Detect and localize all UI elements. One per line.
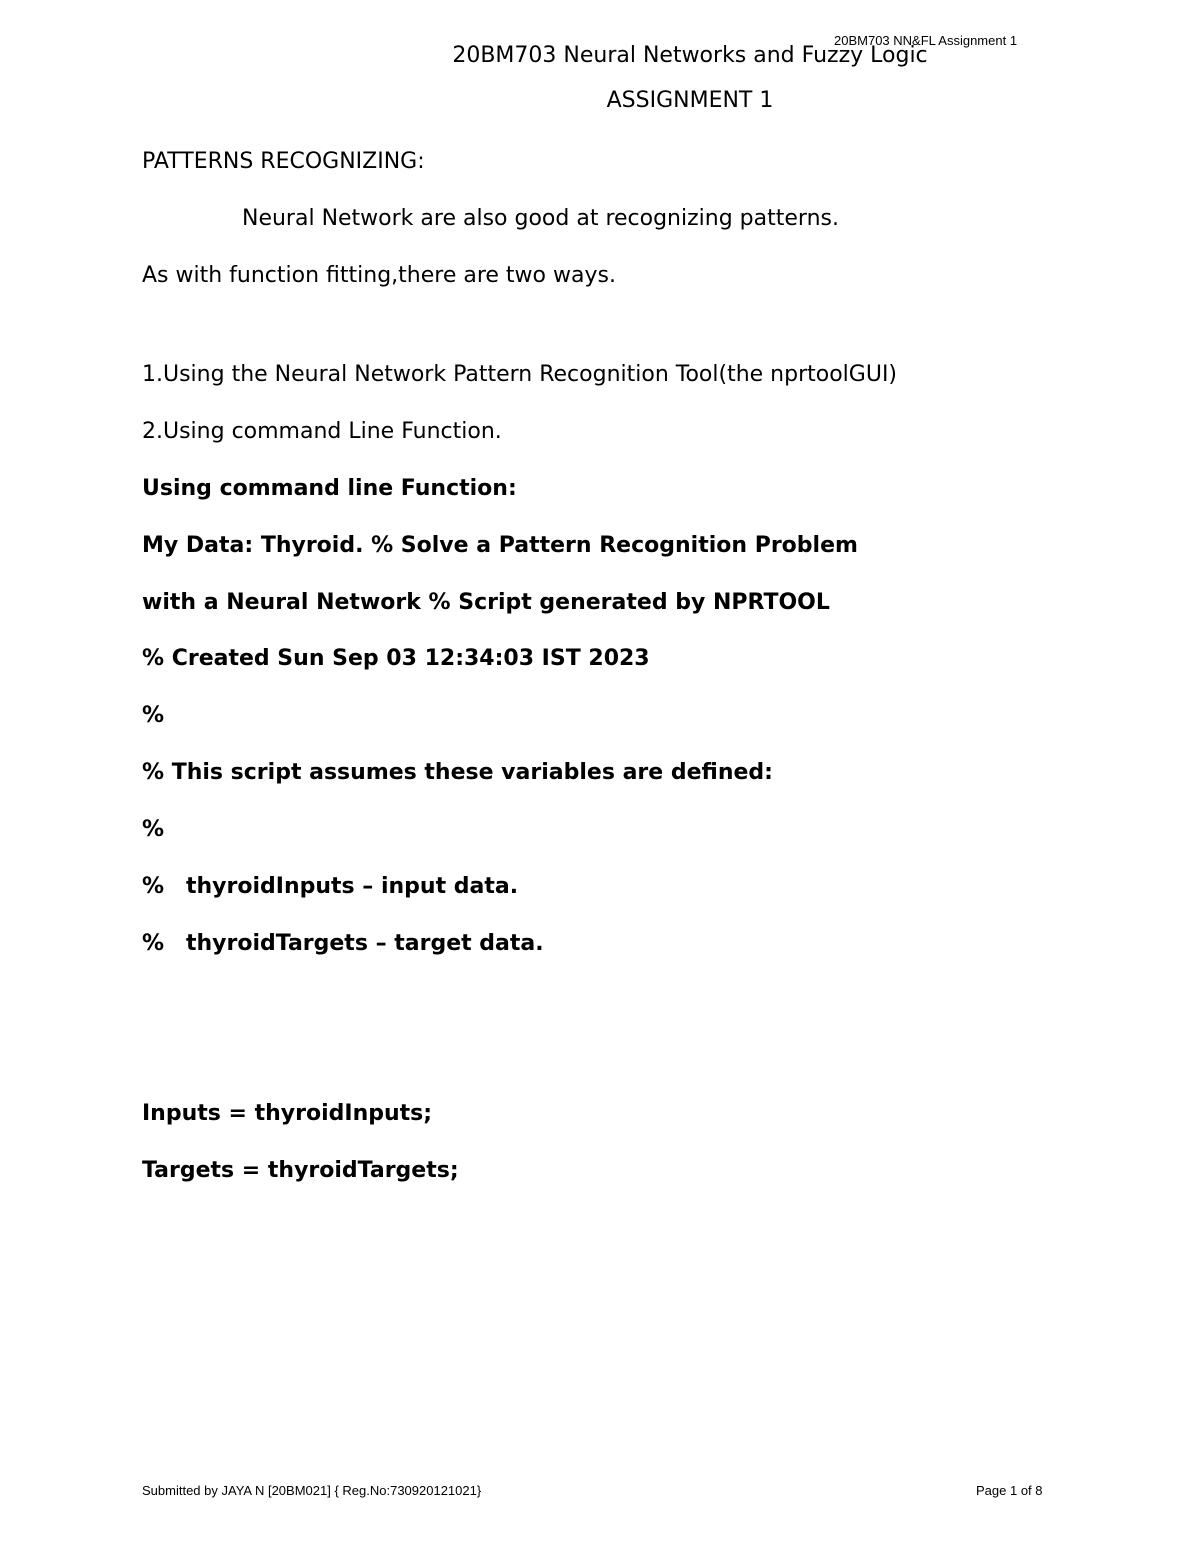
footer-page-number: Page 1 of 8 xyxy=(976,1483,1043,1498)
code-line-1: My Data: Thyroid. % Solve a Pattern Recognition Problem xyxy=(142,533,858,558)
section-heading: PATTERNS RECOGNIZING: xyxy=(142,149,425,174)
code-line-6: % xyxy=(142,817,165,842)
intro-text: Neural Network are also good at recognizing patterns. xyxy=(242,206,839,231)
command-line-heading: Using command line Function: xyxy=(142,476,517,501)
code-line-7 xyxy=(142,872,518,902)
running-head: 20BM703 NN&FL Assignment 1 xyxy=(834,33,1018,48)
course-title: 20BM703 Neural Networks and Fuzzy Logic xyxy=(452,43,928,68)
code-line-8 xyxy=(142,929,544,959)
way-two-text: 2.Using command Line Function. xyxy=(142,419,502,444)
code-line-4: % xyxy=(142,703,165,728)
ways-intro-text: As with function fitting,there are two ways. xyxy=(142,263,616,288)
way-one-text: 1.Using the Neural Network Pattern Recognition Tool(the nprtoolGUI) xyxy=(142,362,898,387)
code-line-3: % Created Sun Sep 03 12:34:03 IST 2023 xyxy=(142,646,650,671)
targets-description: thyroidTargets – target data. xyxy=(186,931,544,956)
code-line-10: Targets = thyroidTargets; xyxy=(142,1158,459,1183)
code-line-5: % This script assumes these variables are defined: xyxy=(142,760,773,785)
comment-marker: % xyxy=(142,874,165,899)
inputs-description: thyroidInputs – input data. xyxy=(186,874,519,899)
comment-marker: % xyxy=(142,931,165,956)
assignment-title: ASSIGNMENT 1 xyxy=(606,88,774,113)
footer-submitted: Submitted by JAYA N [20BM021] { Reg.No:730920121021} xyxy=(142,1483,482,1498)
code-line-2: with a Neural Network % Script generated by NPRTOOL xyxy=(142,590,830,615)
code-line-9: Inputs = thyroidInputs; xyxy=(142,1101,433,1126)
